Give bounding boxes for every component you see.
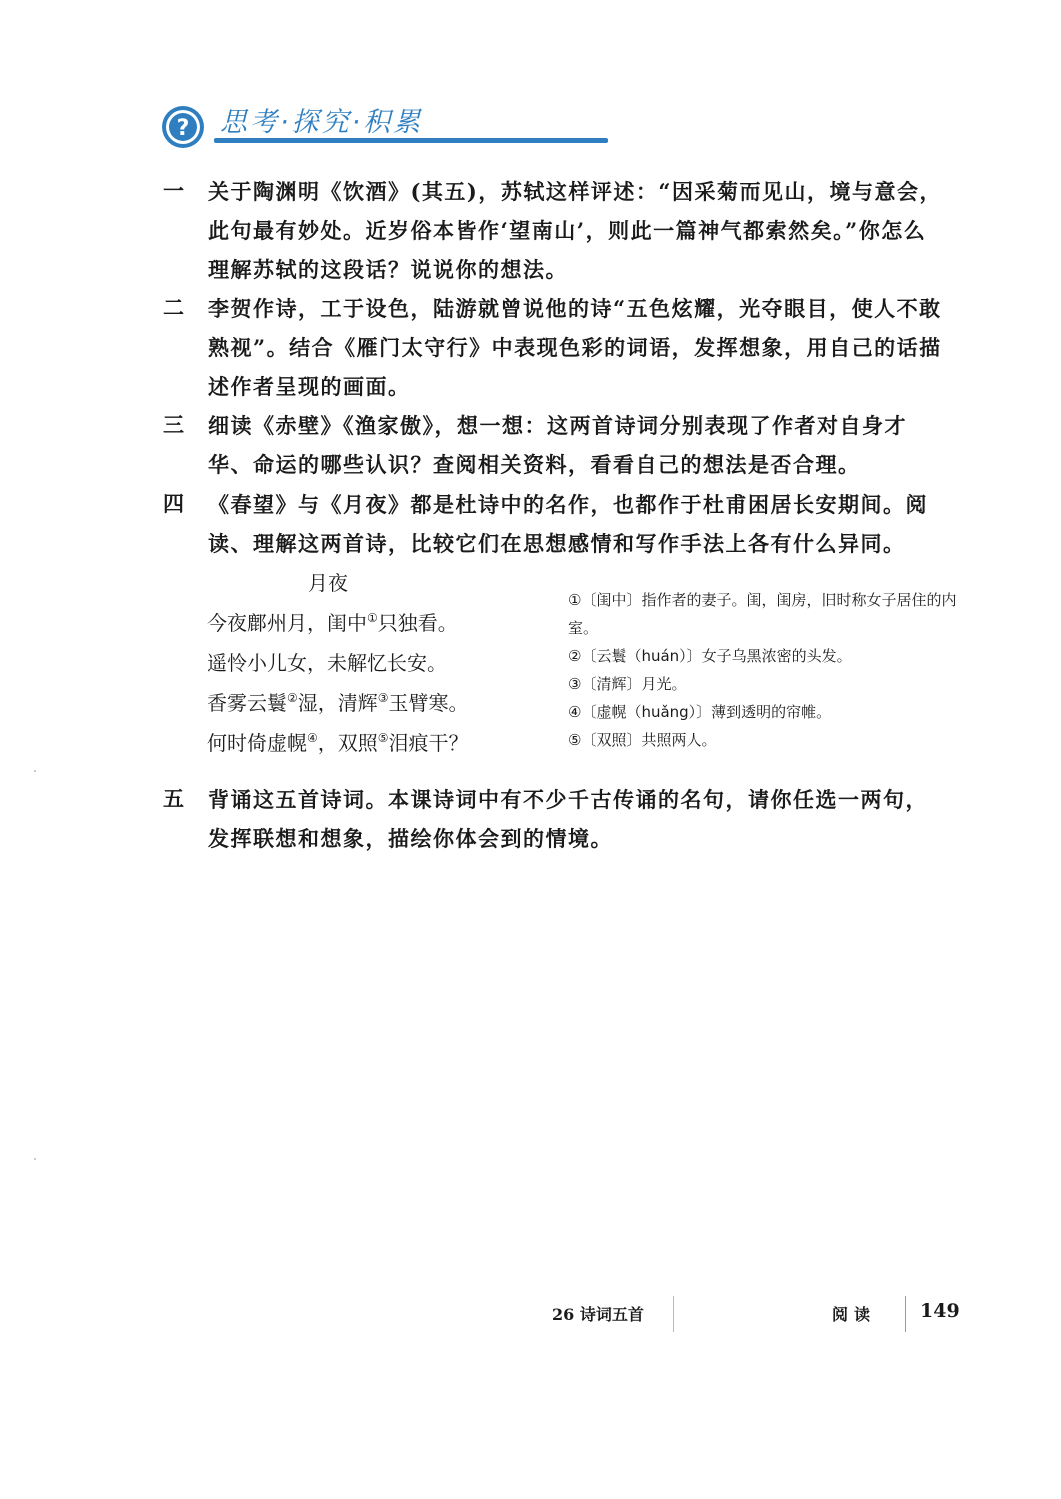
footer-section-name: 阅读 bbox=[832, 1305, 877, 1324]
poem-line-4: 何时倚虚幌④，双照⑤泪痕干？ bbox=[207, 731, 469, 755]
section-header bbox=[160, 96, 460, 156]
question-number: 五 bbox=[163, 786, 184, 811]
poem-line-3: 香雾云鬟②湿，清辉③玉臂寒。 bbox=[207, 691, 469, 715]
scan-mark bbox=[34, 1158, 36, 1160]
footer-divider bbox=[673, 1296, 674, 1332]
question-text: 关于陶渊明《饮酒》(其五)，苏轼这样评述：“因采菊而见山，境与意会，此句最有妙处。近岁俗本皆作‘望南山’，则此一篇神气都索然矣。”你怎么理解苏轼的这段话？说说你的想法。 bbox=[208, 179, 942, 282]
note-3: ③〔清辉〕月光。 bbox=[568, 675, 687, 693]
note-2: ②〔云鬟（huán）〕女子乌黑浓密的头发。 bbox=[568, 647, 852, 665]
page-number: 149 bbox=[920, 1300, 960, 1322]
note-5: ⑤〔双照〕共照两人。 bbox=[568, 731, 717, 749]
question-number: 三 bbox=[163, 412, 184, 437]
section-title: 思考·探究·积累 bbox=[220, 107, 424, 138]
question-number: 二 bbox=[163, 295, 184, 320]
poem-title: 月夜 bbox=[308, 571, 348, 595]
scan-mark bbox=[34, 770, 36, 772]
note-1: ①〔闺中〕指作者的妻子。闺，闺房，旧时称女子居住的内室。 bbox=[568, 591, 957, 637]
note-4: ④〔虚幌（huǎng）〕薄到透明的帘帷。 bbox=[568, 703, 832, 721]
poem-line-2: 遥怜小儿女，未解忆长安。 bbox=[207, 651, 447, 675]
footer-divider bbox=[905, 1296, 906, 1332]
title-underline bbox=[214, 138, 608, 143]
question-number: 一 bbox=[163, 178, 184, 203]
page-footer bbox=[0, 1296, 1061, 1336]
question-text: 李贺作诗，工于设色，陆游就曾说他的诗“五色炫耀，光夺眼目，使人不敢熟视”。结合《雁门太守行》中表现色彩的词语，发挥想象，用自己的话描述作者呈现的画面。 bbox=[208, 296, 942, 399]
footer-lesson-title: 26 诗词五首 bbox=[552, 1305, 644, 1324]
svg-text:?: ? bbox=[176, 116, 190, 141]
question-number: 四 bbox=[163, 491, 184, 516]
question-text: 细读《赤壁》《渔家傲》，想一想：这两首诗词分别表现了作者对自身才华、命运的哪些认识？查阅相关资料，看看自己的想法是否合理。 bbox=[208, 413, 907, 477]
poem-line-1: 今夜鄜州月，闺中①只独看。 bbox=[207, 611, 458, 635]
question-text: 背诵这五首诗词。本课诗词中有不少千古传诵的名句，请你任选一两句，发挥联想和想象，描绘你体会到的情境。 bbox=[208, 787, 928, 851]
question-text: 《春望》与《月夜》都是杜诗中的名作，也都作于杜甫困居长安期间。阅读、理解这两首诗，比较它们在思想感情和写作手法上各有什么异同。 bbox=[208, 492, 928, 556]
question-mark-icon bbox=[160, 104, 206, 150]
